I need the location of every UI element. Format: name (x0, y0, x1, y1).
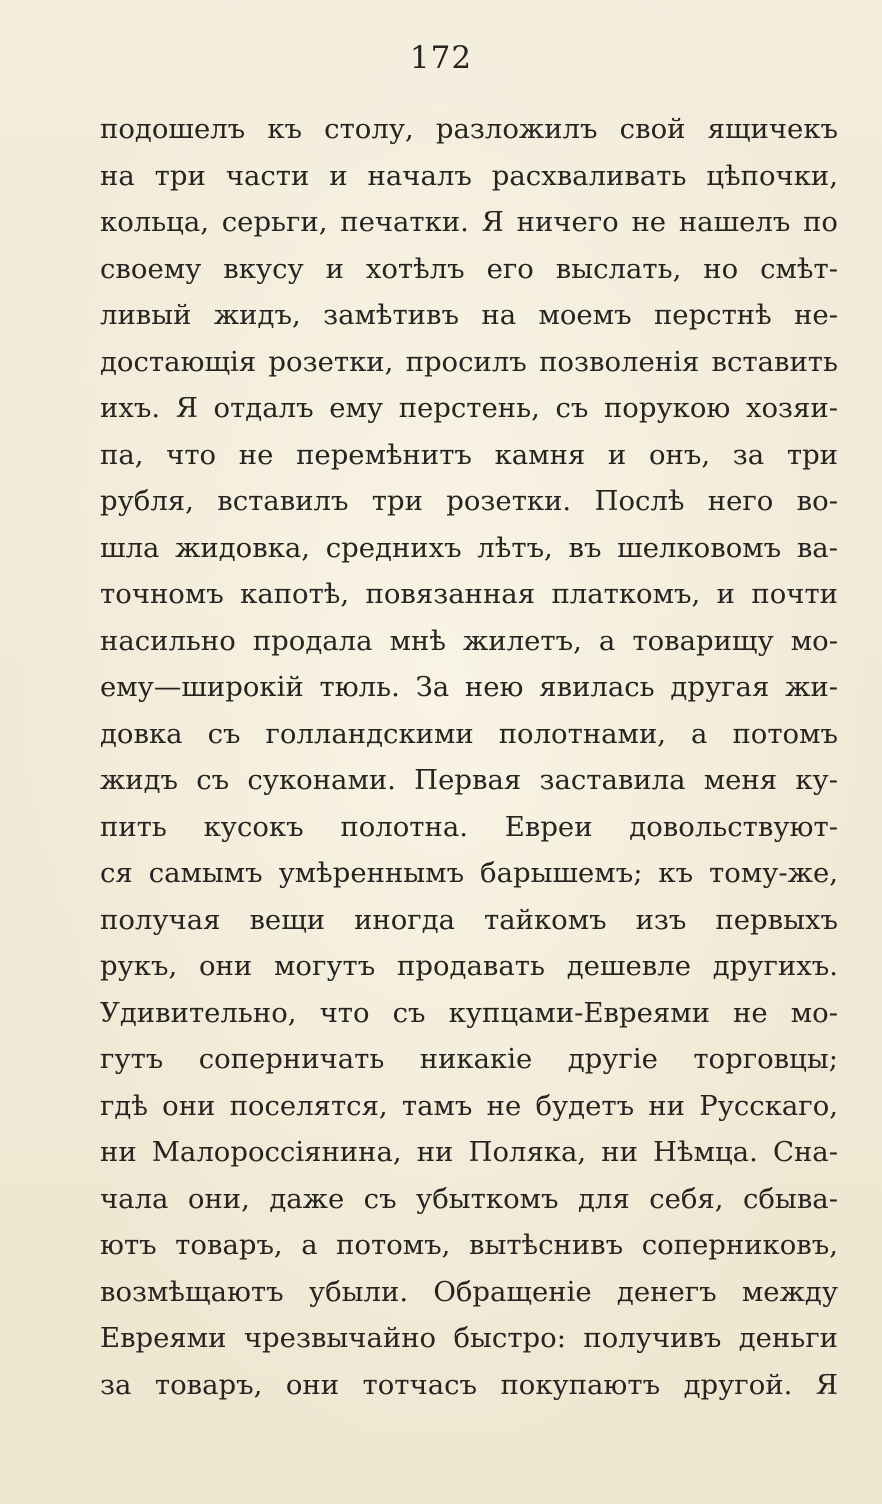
text-line: своему вкусу и хотѣлъ его выслать, но смѣт- (100, 252, 838, 285)
text-line: рубля, вставилъ три розетки. Послѣ него во- (100, 485, 838, 517)
text-line: чала они, даже съ убыткомъ для себя, сбыва- (100, 1182, 838, 1215)
text-line: ливый жидъ, замѣтивъ на моемъ перстнѣ не- (100, 299, 838, 331)
text-line: ютъ товаръ, а потомъ, вытѣснивъ соперниковъ, (100, 1229, 838, 1261)
text-line: Евреями чрезвычайно быстро: получивъ деньги (100, 1322, 838, 1354)
text-line: гдѣ они поселятся, тамъ не будетъ ни Русскаго, (100, 1089, 838, 1122)
text-line: шла жидовка, среднихъ лѣтъ, въ шелковомъ ва- (100, 531, 838, 564)
text-line: кольца, серьги, печатки. Я ничего не нашелъ по (100, 206, 838, 238)
text-line: пить кусокъ полотна. Евреи довольствуют- (100, 810, 838, 843)
text-line: гутъ соперничать никакіе другіе торговцы; (100, 1043, 838, 1075)
text-line: Удивительно, что съ купцами-Евреями не мо- (100, 996, 838, 1029)
text-line: подошелъ къ столу, разложилъ свой ящичекъ (100, 113, 838, 145)
text-line: ихъ. Я отдалъ ему перстень, съ порукою хозяи- (100, 392, 838, 424)
text-line: довка съ голландскими полотнами, а потомъ (100, 717, 838, 750)
text-line: получая вещи иногда тайкомъ изъ первыхъ (100, 903, 838, 936)
text-line: возмѣщаютъ убыли. Обращеніе денегъ между (100, 1275, 838, 1308)
text-line: жидъ съ суконами. Первая заставила меня ку- (100, 764, 838, 796)
text-line: насильно продала мнѣ жилетъ, а товарищу мо- (100, 624, 838, 657)
text-line: на три части и началъ расхваливать цѣпочки, (100, 159, 838, 192)
page-number: 172 (409, 40, 473, 76)
text-line: па, что не перемѣнитъ камня и онъ, за три (100, 438, 838, 471)
body-text (100, 106, 838, 1408)
text-line: достающія розетки, просилъ позволенія вставить (100, 345, 838, 378)
text-line: ни Малороссіянина, ни Поляка, ни Нѣмца. Сна- (100, 1136, 838, 1168)
text-line: за товаръ, они тотчасъ покупаютъ другой. Я (100, 1368, 838, 1401)
text-line: точномъ капотѣ, повязанная платкомъ, и почти (100, 578, 838, 610)
text-line: ся самымъ умѣреннымъ барышемъ; къ тому-же, (100, 857, 838, 889)
text-line: рукъ, они могутъ продавать дешевле другихъ. (100, 950, 838, 982)
text-line: ему—широкій тюль. За нею явилась другая жи- (100, 671, 838, 703)
